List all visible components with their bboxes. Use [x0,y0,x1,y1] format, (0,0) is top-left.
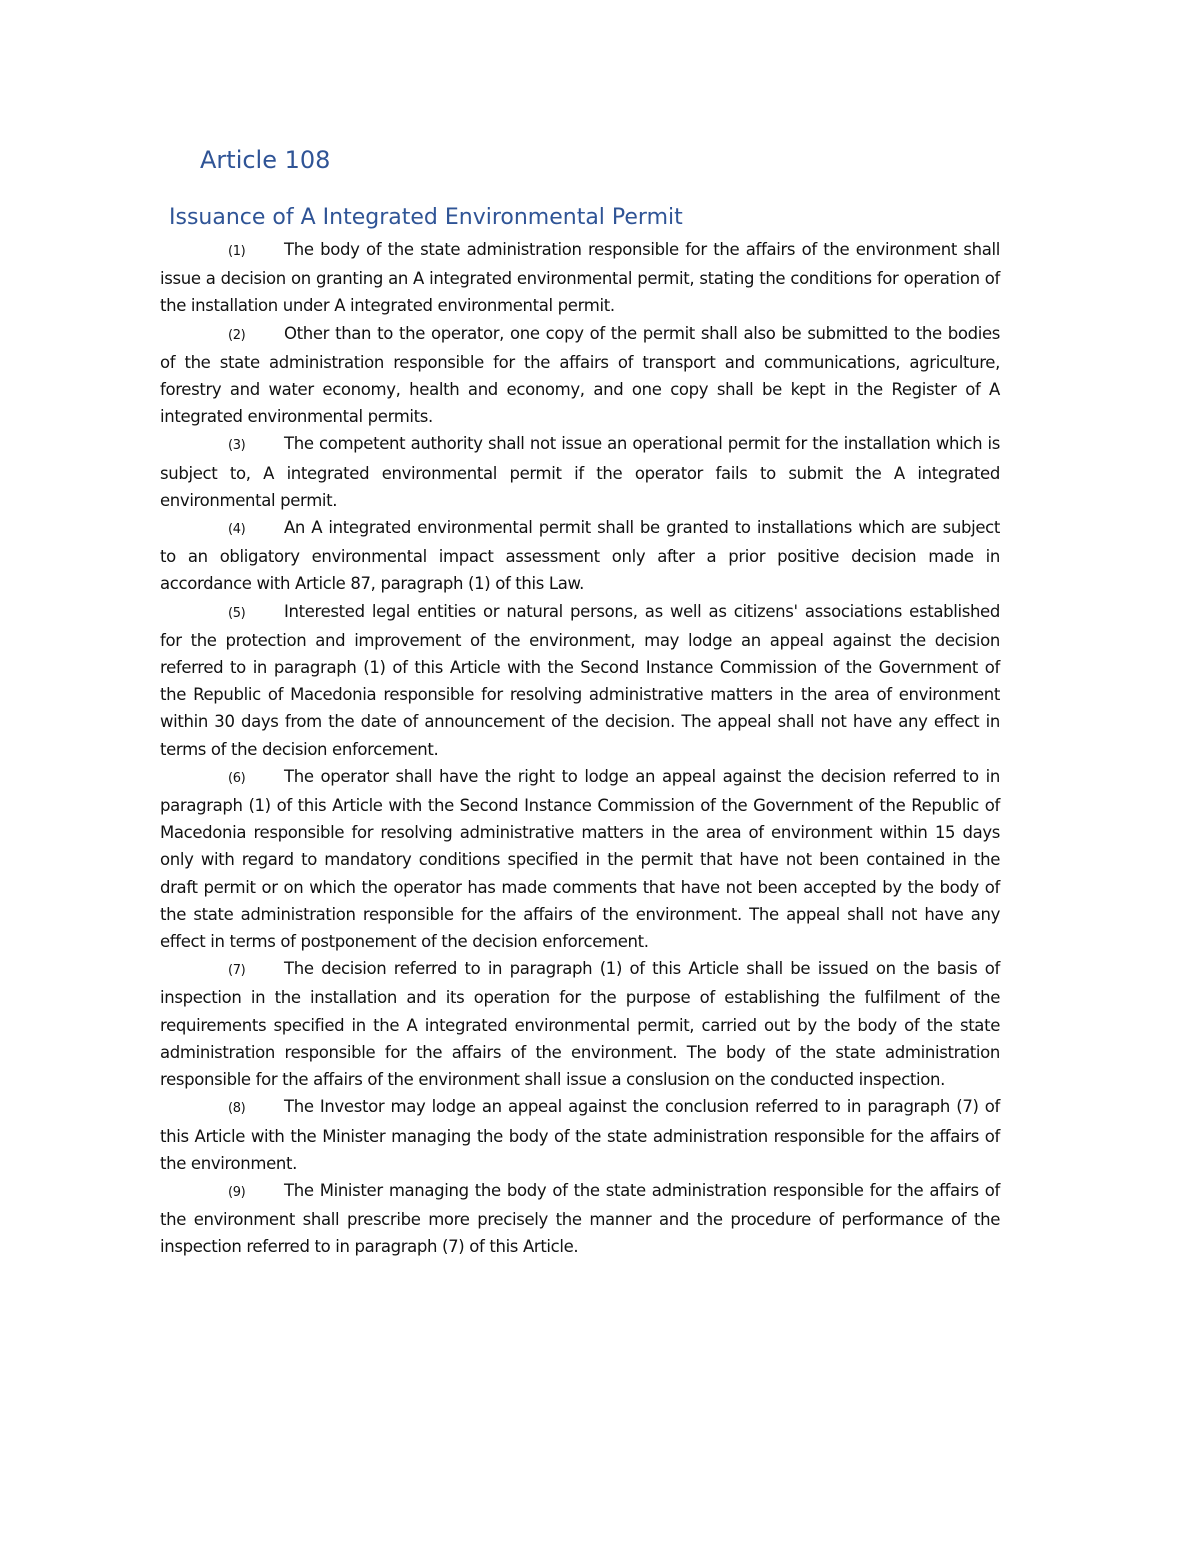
paragraph-text: The competent authority shall not issue an operational permit for the installation which is subject to, A integrated environmental permit if the operator fails to submit the A integrated environmental permit. [160,434,1000,510]
paragraph-text: The Investor may lodge an appeal against the conclusion referred to in paragraph (7) of this Article with the Minister managing the body of the state administration responsible for the affairs of the environment. [160,1097,1000,1173]
paragraph-text: An A integrated environmental permit shall be granted to installations which are subject to an obligatory environmental impact assessment only after a prior positive decision made in accordance with Article 87, paragraph (1) of this Law. [160,518,1000,594]
paragraph-text: Other than to the operator, one copy of the permit shall also be submitted to the bodies of the state administration responsible for the affairs of transport and communications, agriculture, forestry and water economy, health and economy, and one copy shall be kept in the Register of A integrated environmental permits. [160,323,1000,427]
paragraph-text: The operator shall have the right to lodge an appeal against the decision referred to in paragraph (1) of this Article with the Second Instance Commission of the Government of the Republic of Macedonia responsible for resolving administrative matters in the area of environment within 15 days only with regard to mandatory conditions specified in the permit that have not been contained in the draft permit or on which the operator has made comments that have not been accepted by the body of the state administration responsible for the affairs of the environment. The appeal shall not have any effect in terms of postponement of the decision enforcement. [160,766,1000,952]
section-title: Issuance of A Integrated Environmental Permit [169,205,683,230]
document-page [160,140,1000,1261]
paragraph-text: The decision referred to in paragraph (1) of this Article shall be issued on the basis of inspection in the installation and its operation for the purpose of establishing the fulfilment of the requirements specified in the A integrated environmental permit, carried out by the body of the state administration responsible for the affairs of the environment. The body of the state administration responsible for the affairs of the environment shall issue a conslusion on the conducted inspection. [160,959,1000,1090]
paragraph-number: (7) [228,963,246,979]
paragraph-number: (6) [228,770,246,786]
paragraph-number: (9) [228,1184,246,1200]
paragraph-5 [160,598,1000,763]
paragraph-8 [160,1093,1000,1177]
paragraph-list [160,236,1000,1261]
paragraph-number: (1) [228,244,246,259]
paragraph-text: The Minister managing the body of the state administration responsible for the affairs of the environment shall prescribe more precisely the manner and the procedure of performance of the inspection referred to in paragraph (7) of this Article. [160,1180,1000,1257]
paragraph-4 [160,514,1000,598]
paragraph-7 [160,955,1000,1093]
paragraph-6 [160,763,1000,955]
paragraph-3 [160,430,1000,514]
paragraph-number: (4) [228,522,246,538]
paragraph-number: (3) [228,438,246,454]
paragraph-text: Interested legal entities or natural persons, as well as citizens' associations established for the protection and improvement of the environment, may lodge an appeal against the decision referred to in paragraph (1) of this Article with the Second Instance Commission of the Government of the Republic of Macedonia responsible for resolving administrative matters in the area of environment within 30 days from the date of announcement of the decision. The appeal shall not have any effect in terms of the decision enforcement. [160,601,1000,759]
paragraph-number: (5) [228,605,246,621]
article-heading: Article 108 [200,146,331,174]
paragraph-2 [160,320,1000,431]
paragraph-number: (2) [228,327,246,343]
paragraph-text: The body of the state administration responsible for the affairs of the environment shall issue a decision on granting an A integrated environmental permit, stating the conditions for operation of the installation under A integrated environmental permit. [160,240,1000,316]
paragraph-1 [160,236,1000,320]
paragraph-9 [160,1177,1000,1261]
paragraph-number: (8) [228,1101,246,1117]
